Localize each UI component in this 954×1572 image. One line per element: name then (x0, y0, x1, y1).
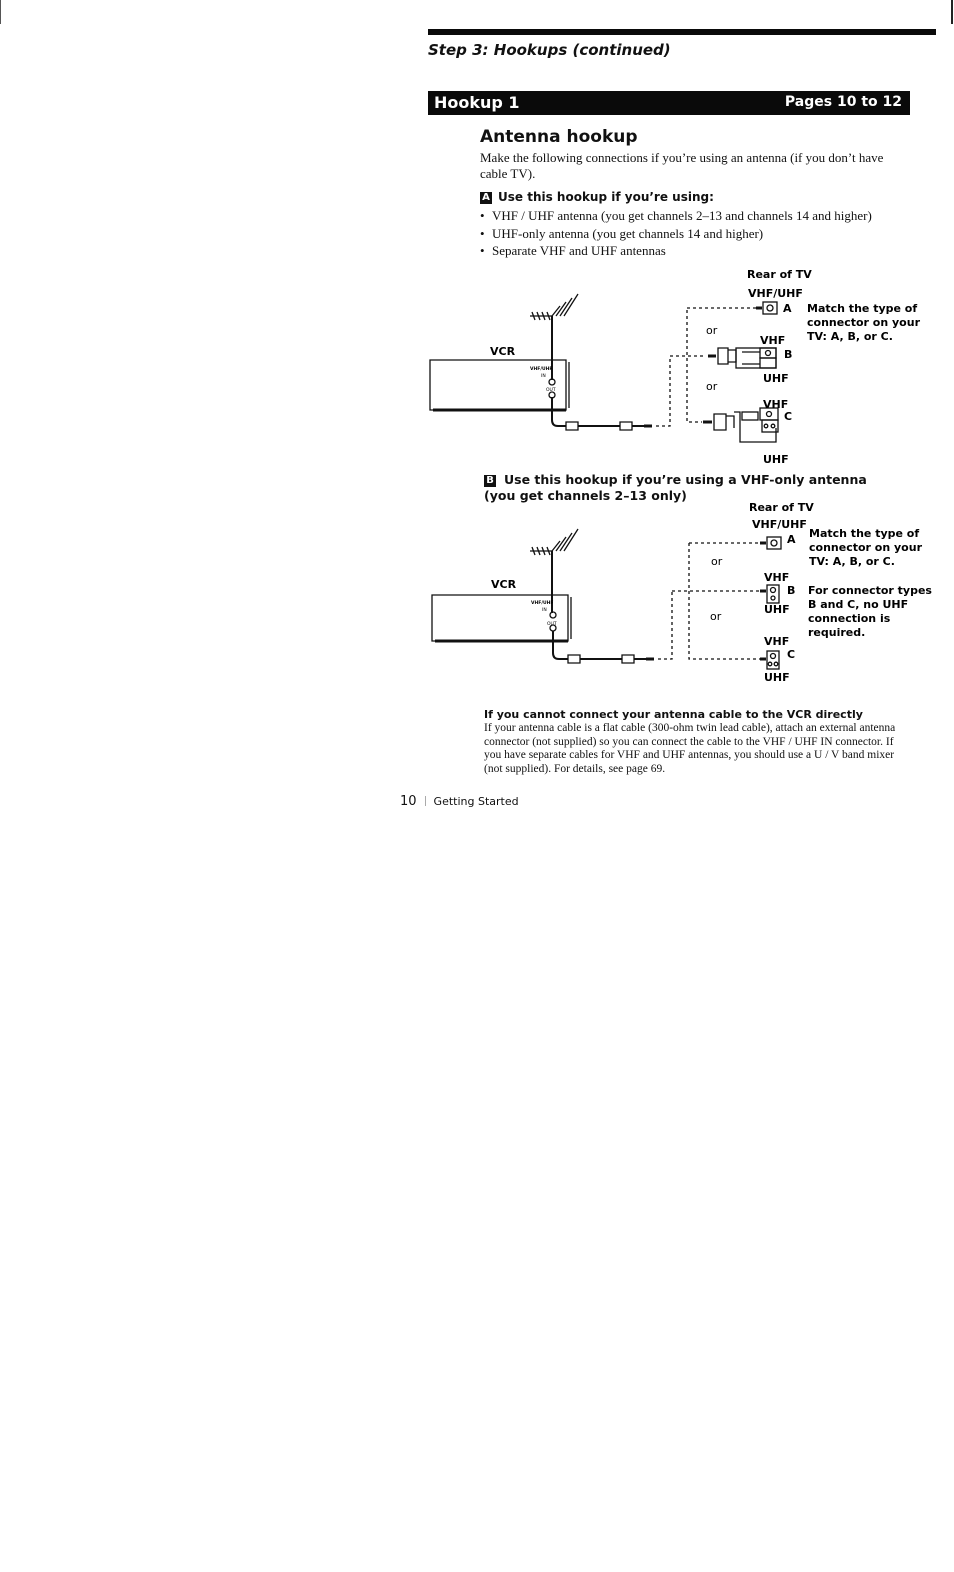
part-b-heading-text: Use this hookup if you’re using a VHF-only antenna (you get channels 2–13 only) (484, 472, 867, 503)
hookup-title: Hookup 1 (434, 93, 520, 112)
vcr-in-connector-label: VHF/UHF (530, 367, 553, 372)
uhf-label: UHF (764, 671, 790, 684)
or-label: or (711, 555, 723, 568)
vcr-label: VCR (491, 578, 517, 591)
footer-section: Getting Started (433, 795, 519, 808)
connector-b-label: B (787, 584, 796, 597)
part-b-badge: B (484, 475, 496, 487)
part-a-heading-text: Use this hookup if you’re using: (498, 190, 714, 204)
vhf-label: VHF (763, 398, 789, 411)
vcr-in-label: IN (541, 374, 546, 379)
antenna-icon (530, 294, 578, 336)
note2-line: B and C, no UHF (808, 598, 909, 611)
antenna-type-list (480, 207, 872, 260)
note2-line: For connector types (808, 584, 932, 597)
vhf-uhf-label: VHF/UHF (752, 518, 807, 531)
vcr-out-label: OUT (546, 388, 556, 393)
hookup-pages: Pages 10 to 12 (784, 94, 902, 110)
step-header: Step 3: Hookups (continued) (428, 41, 671, 59)
cannot-connect-title: If you cannot connect your antenna cable to the VCR directly (484, 708, 863, 721)
list-item: • Separate VHF and UHF antennas (480, 242, 872, 260)
connector-a-label: A (787, 533, 796, 546)
vcr-in-connector-label: VHF/UHF (531, 601, 554, 606)
vhf-label: VHF (760, 334, 786, 347)
note-line: connector on your (809, 541, 922, 554)
note-line: Match the type of (807, 302, 918, 315)
note-line: TV: A, B, or C. (807, 330, 893, 343)
page-number: 10 (400, 794, 417, 809)
list-item: • VHF / UHF antenna (you get channels 2–13 and channels 14 and higher) (480, 207, 872, 225)
vcr-out-label: OUT (547, 622, 557, 627)
uhf-label: UHF (764, 603, 790, 616)
hookup-bar (428, 91, 910, 115)
vhf-label: VHF (764, 571, 790, 584)
part-a-badge: A (480, 192, 492, 204)
note2-line: connection is (808, 612, 891, 625)
antenna-icon (530, 529, 578, 571)
section-title: Antenna hookup (480, 127, 638, 147)
or-label: or (706, 324, 718, 337)
vhf-uhf-label: VHF/UHF (748, 287, 803, 300)
vcr-label: VCR (490, 345, 516, 358)
note-line: TV: A, B, or C. (809, 555, 895, 568)
or-label: or (710, 610, 722, 623)
page-footer (400, 794, 519, 809)
connector-c-label: C (784, 410, 793, 423)
uhf-label: UHF (763, 372, 789, 385)
note-line: connector on your (807, 316, 920, 329)
vhf-label: VHF (764, 635, 790, 648)
part-a-heading (480, 190, 714, 204)
intro-paragraph: Make the following connections if you’re using an antenna (if you don’t have cable TV). (480, 150, 884, 181)
note2-line: required. (808, 626, 866, 639)
connector-b-label: B (784, 348, 793, 361)
cannot-connect-body: If your antenna cable is a flat cable (300-ohm twin lead cable), attach an external antenna connector (not supplied) so you can connect the cable to the VHF / UHF IN connector. If you have separate cables for VHF and UHF antennas, you should use a U / V band mixer (not supplied). For details, see page 69. (484, 722, 896, 775)
edge-mark (951, 0, 953, 24)
connector-a-label: A (783, 302, 792, 315)
list-item: • UHF-only antenna (you get channels 14 and higher) (480, 225, 872, 243)
or-label: or (706, 380, 718, 393)
uhf-label: UHF (763, 453, 789, 466)
note-line: Match the type of (809, 527, 920, 540)
vcr-in-label: IN (542, 608, 547, 613)
connector-c-label: C (787, 648, 796, 661)
hookup-a-diagram (0, 260, 954, 470)
margin-mark (0, 0, 1, 24)
rear-of-tv-label: Rear of TV (747, 268, 812, 281)
rear-of-tv-label: Rear of TV (749, 501, 814, 514)
hookup-b-diagram (0, 495, 954, 695)
top-rule (428, 29, 936, 35)
footer-separator (425, 796, 426, 806)
